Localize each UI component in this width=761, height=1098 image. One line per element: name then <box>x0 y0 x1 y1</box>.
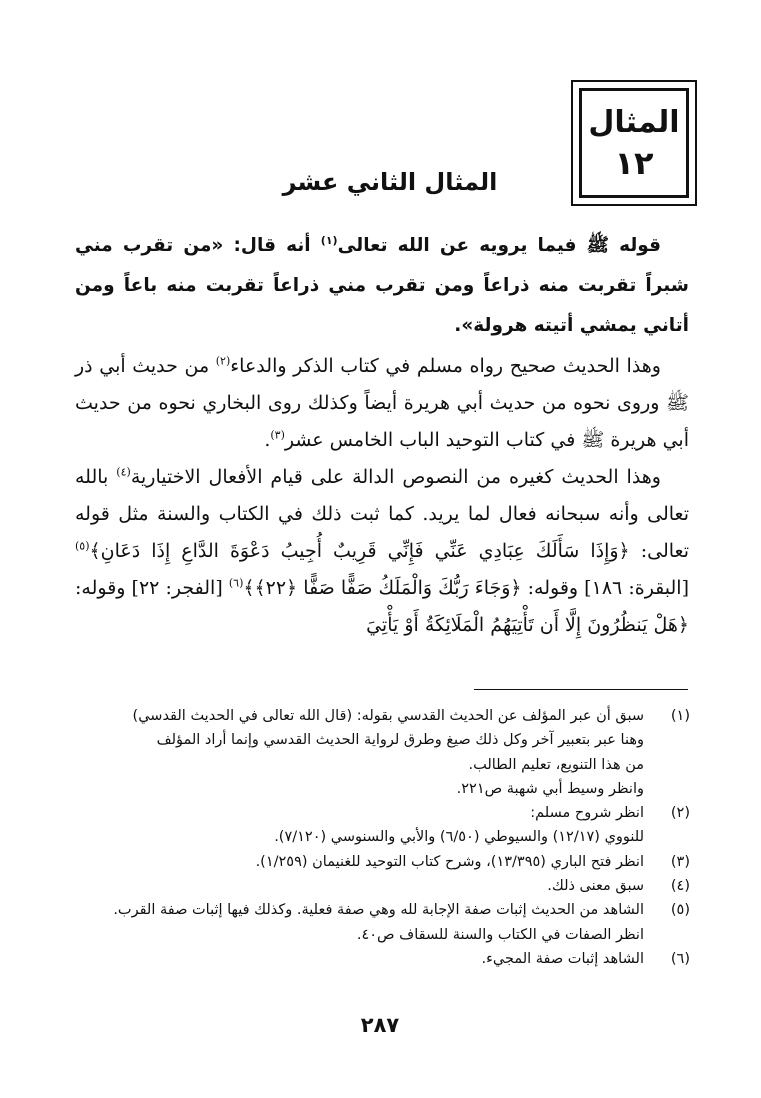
footnote-body <box>70 850 644 874</box>
para2-text-c: [البقرة: ١٨٦] وقوله: ﴿وَجَاءَ رَبُّكَ وَالْمَلَكُ صَفًّا صَفًّا ﴿٢٢﴾﴾ <box>243 577 689 599</box>
para2-text-d: [الفجر: ٢٢] وقوله: ﴿هَلْ يَنظُرُونَ إِلَّا أَن تَأْتِيَهُمُ الْمَلَائِكَةُ أَوْ يَأْتِيَ <box>75 577 689 636</box>
chapter-box <box>571 80 697 206</box>
hadith-paragraph <box>75 226 689 346</box>
footnote-ref-4[interactable]: (٤) <box>116 465 131 479</box>
hadith-text-b: أنه قال: «من تقرب مني شبراً تقربت منه ذراعاً ومن تقرب مني ذراعاً تقربت منه باعاً ومن أتاني يمشي أتيته هرولة». <box>75 235 689 336</box>
page-number: ٢٨٧ <box>360 1013 400 1037</box>
para1-text-a: وهذا الحديث صحيح رواه مسلم في كتاب الذكر والدعاء <box>230 355 661 377</box>
footnote-line: من هذا التنويع، تعليم الطالب. <box>468 756 644 773</box>
chapter-box-inner <box>579 88 689 198</box>
footnote-body <box>70 801 644 850</box>
para1-text-b: من حديث أبي ذر ﷺ وروى نحوه من حديث أبي هريرة أيضاً وكذلك روى البخاري نحوه من حديث أبي هريرة ﷺ في كتاب التوحيد الباب الخامس عشر <box>75 355 689 451</box>
page-title: المثال الثاني عشر <box>282 168 498 196</box>
footnote-item <box>70 704 690 801</box>
footnote-ref-1[interactable]: (١) <box>320 233 338 247</box>
footnote-item <box>70 850 690 874</box>
footnote-item <box>70 874 690 898</box>
hadith-text-a: قوله ﷺ فيما يرويه عن الله تعالى <box>337 235 662 256</box>
chapter-number: ١٢ <box>614 144 654 182</box>
footnote-line: للنووي (١٢/١٧) والسيوطي (٦/٥٠) والأبي والسنوسي (٧/١٢٠). <box>274 829 644 846</box>
footnote-ref-3[interactable]: (٣) <box>270 428 285 442</box>
footnote-item <box>70 801 690 850</box>
footnote-line: انظر شروح مسلم: <box>530 805 644 822</box>
footnote-item <box>70 947 690 971</box>
footnote-line: سبق معنى ذلك. <box>547 878 644 895</box>
footnote-line: سبق أن عبر المؤلف عن الحديث القدسي بقوله: (قال الله تعالى في الحديث القدسي) <box>132 708 644 724</box>
para2-text-b: بالله تعالى وأنه سبحانه فعال لما يريد. كما ثبت ذلك في الكتاب والسنة مثل قوله تعالى: ﴿وَإِذَا سَأَلَكَ عِبَادِي عَنِّي فَإِنِّي قَرِيبٌ أُجِيبُ دَعْوَةَ الدَّاعِ إِذَا دَعَانِ﴾ <box>75 466 689 562</box>
footnote-number: (٦) <box>670 950 690 967</box>
footnote-divider <box>474 689 688 690</box>
footnote-body <box>70 874 644 898</box>
footnote-item <box>70 898 690 947</box>
paragraph-voluntary-acts <box>75 459 689 644</box>
paragraph-hadith-sources <box>75 348 689 459</box>
footnote-body <box>70 898 644 947</box>
footnote-line: وانظر وسيط أبي شهبة ص٢٢١. <box>456 780 644 797</box>
footnotes <box>70 704 690 971</box>
main-text <box>75 226 689 644</box>
footnote-ref-2[interactable]: (٢) <box>215 354 231 368</box>
footnote-line: انظر فتح الباري (١٣/٣٩٥)، وشرح كتاب التوحيد للغنيمان (١/٢٥٩). <box>255 853 644 870</box>
footnote-number: (١) <box>670 708 690 724</box>
footnote-number: (٣) <box>670 853 690 870</box>
para1-text-c: . <box>264 429 271 451</box>
footnote-line: انظر الصفات في الكتاب والسنة للسقاف ص٤٠. <box>356 926 644 943</box>
footnote-number: (٥) <box>670 902 690 919</box>
footnote-number: (٢) <box>670 805 690 822</box>
footnote-line: الشاهد إثبات صفة المجيء. <box>481 950 644 967</box>
footnote-line: وهنا عبر بتعبير آخر وكل ذلك صيغ وطرق لرواية الحديث القدسي وإنما أراد المؤلف <box>156 732 644 749</box>
footnote-ref-5[interactable]: (٥) <box>75 539 90 553</box>
footnote-ref-6[interactable]: (٦) <box>228 576 244 590</box>
footnote-number: (٤) <box>670 878 690 895</box>
footnote-body <box>70 704 644 801</box>
para2-text-a: وهذا الحديث كغيره من النصوص الدالة على قيام الأفعال الاختيارية <box>130 466 661 488</box>
footnote-line: الشاهد من الحديث إثبات صفة الإجابة لله وهي صفة فعلية. وكذلك فيها إثبات صفة القرب. <box>113 902 644 919</box>
chapter-label: المثال <box>588 105 680 140</box>
footnote-body <box>70 947 644 971</box>
